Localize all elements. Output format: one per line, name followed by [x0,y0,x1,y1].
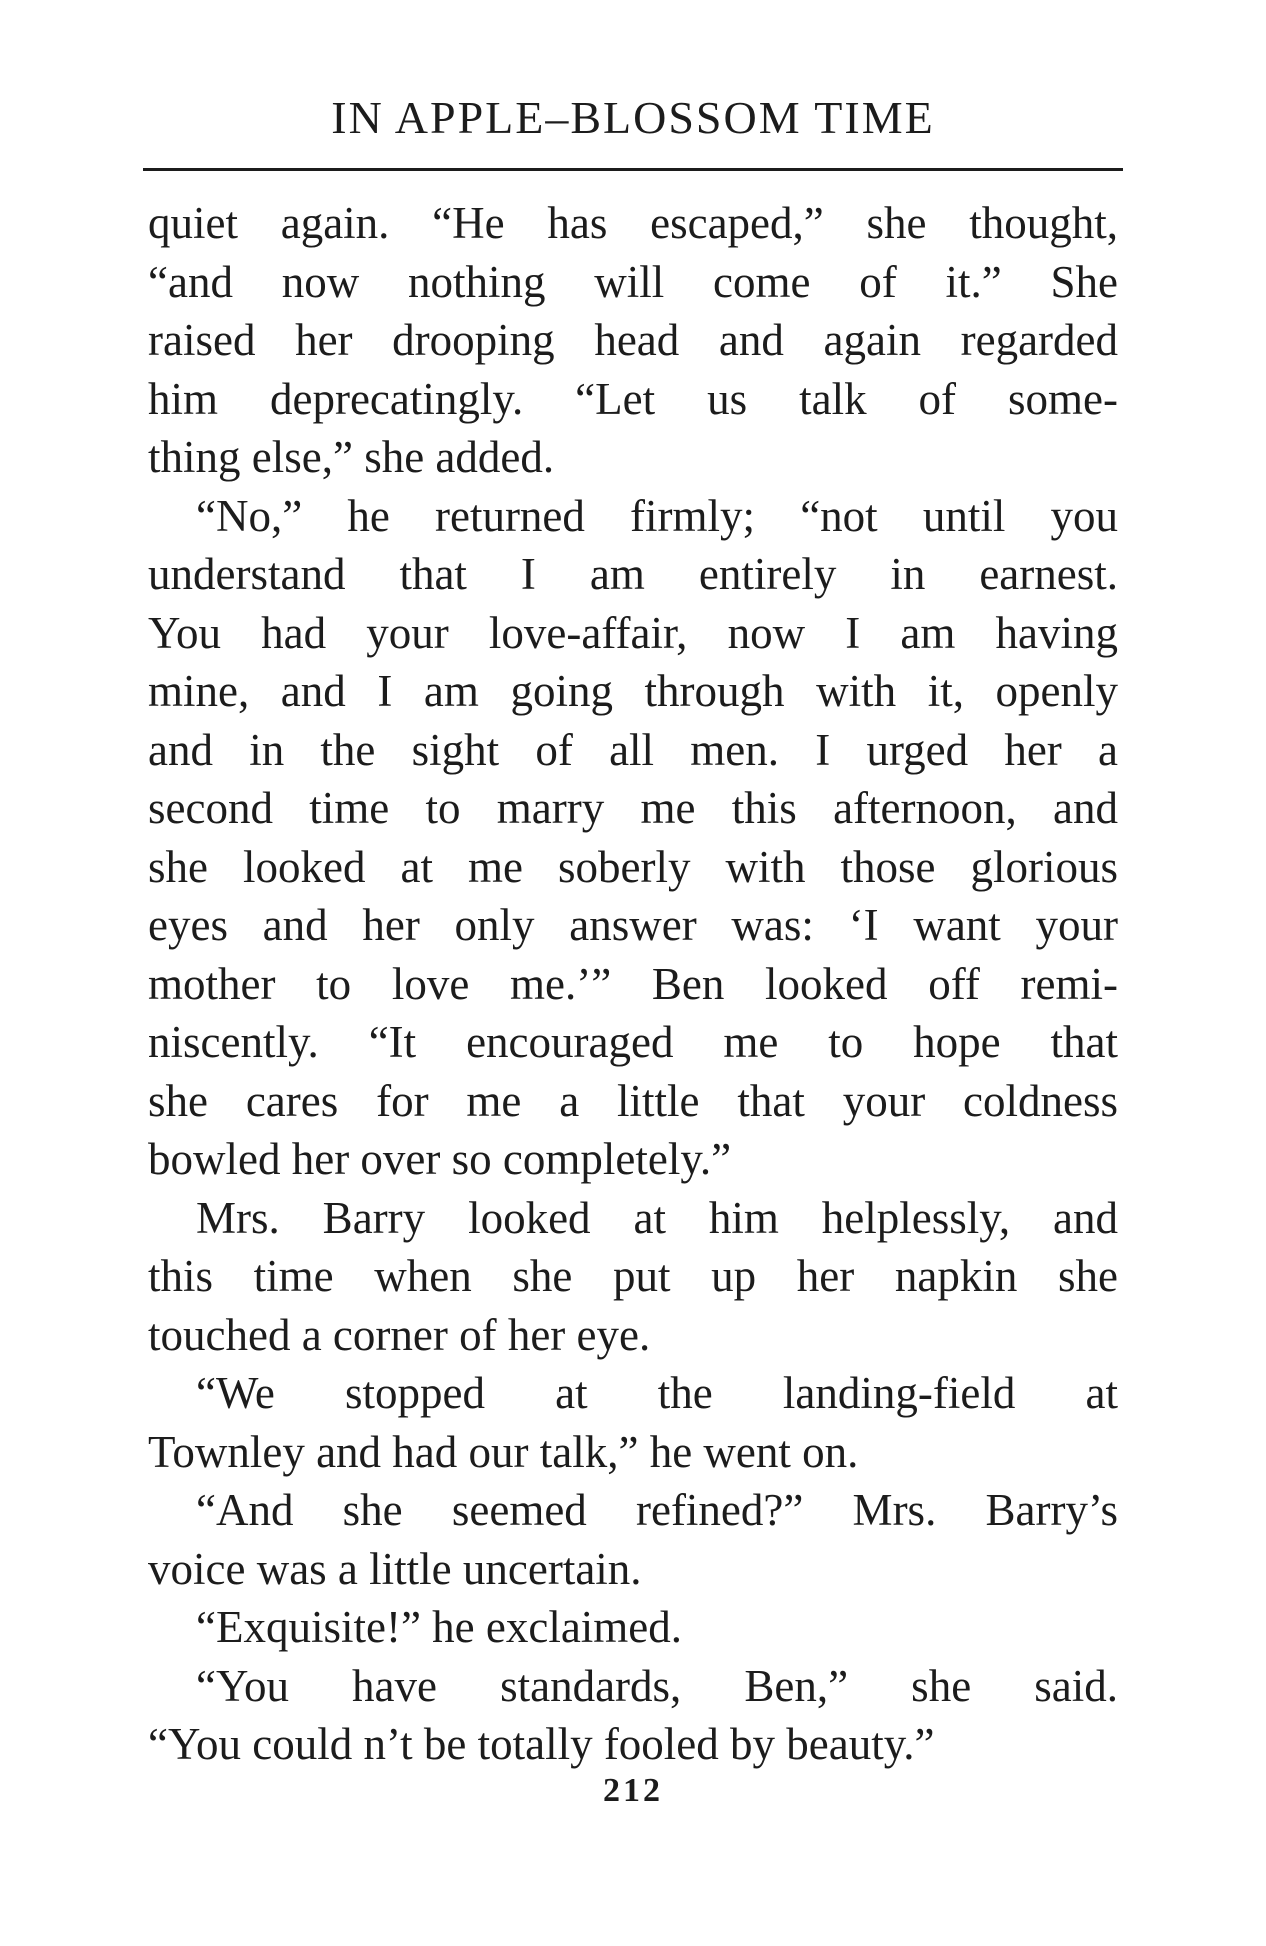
page-number: 212 [603,1772,663,1809]
text-line: mine, and I am going through with it, openly [148,666,1118,716]
text-line: “And she seemed refined?” Mrs. Barry’s [196,1485,1118,1535]
text-line: You had your love-affair, now I am having [148,607,1118,658]
text-line: second time to marry me this afternoon, and [148,783,1118,833]
text-line: she cares for me a little that your coldness [148,1075,1118,1126]
running-head: IN APPLE–BLOSSOM TIME [331,92,935,143]
text-line: “We stopped at the landing-field at [196,1368,1118,1418]
text-line: “You could n’t be totally fooled by beauty.” [148,1719,935,1769]
text-line: thing else,” she added. [148,432,555,482]
text-line: raised her drooping head and again regarded [148,315,1118,365]
text-line: him deprecatingly. “Let us talk of some- [148,373,1118,424]
text-line: niscently. “It encouraged me to hope that [148,1017,1118,1067]
text-line: Mrs. Barry looked at him helplessly, and [196,1192,1118,1243]
text-line: she looked at me soberly with those glorious [148,841,1118,892]
header-rule [143,168,1123,171]
text-line: bowled her over so completely.” [148,1134,732,1184]
text-line: voice was a little uncertain. [148,1543,642,1594]
text-line: touched a corner of her eye. [148,1309,651,1360]
body-text [148,194,1118,1774]
text-line: understand that I am entirely in earnest. [148,549,1118,599]
text-line: mother to love me.’” Ben looked off remi- [148,958,1118,1009]
text-line: “Exquisite!” he exclaimed. [196,1602,683,1652]
text-line: and in the sight of all men. I urged her a [148,724,1118,775]
text-line: quiet again. “He has escaped,” she thought, [148,198,1118,248]
text-line: “No,” he returned firmly; “not until you [196,490,1118,541]
text-line: this time when she put up her napkin she [148,1251,1118,1301]
text-line: eyes and her only answer was: ‘I want your [148,900,1118,950]
text-line: “and now nothing will come of it.” She [148,256,1118,307]
text-line: “You have standards, Ben,” she said. [196,1660,1118,1711]
text-line: Townley and had our talk,” he went on. [148,1426,859,1477]
